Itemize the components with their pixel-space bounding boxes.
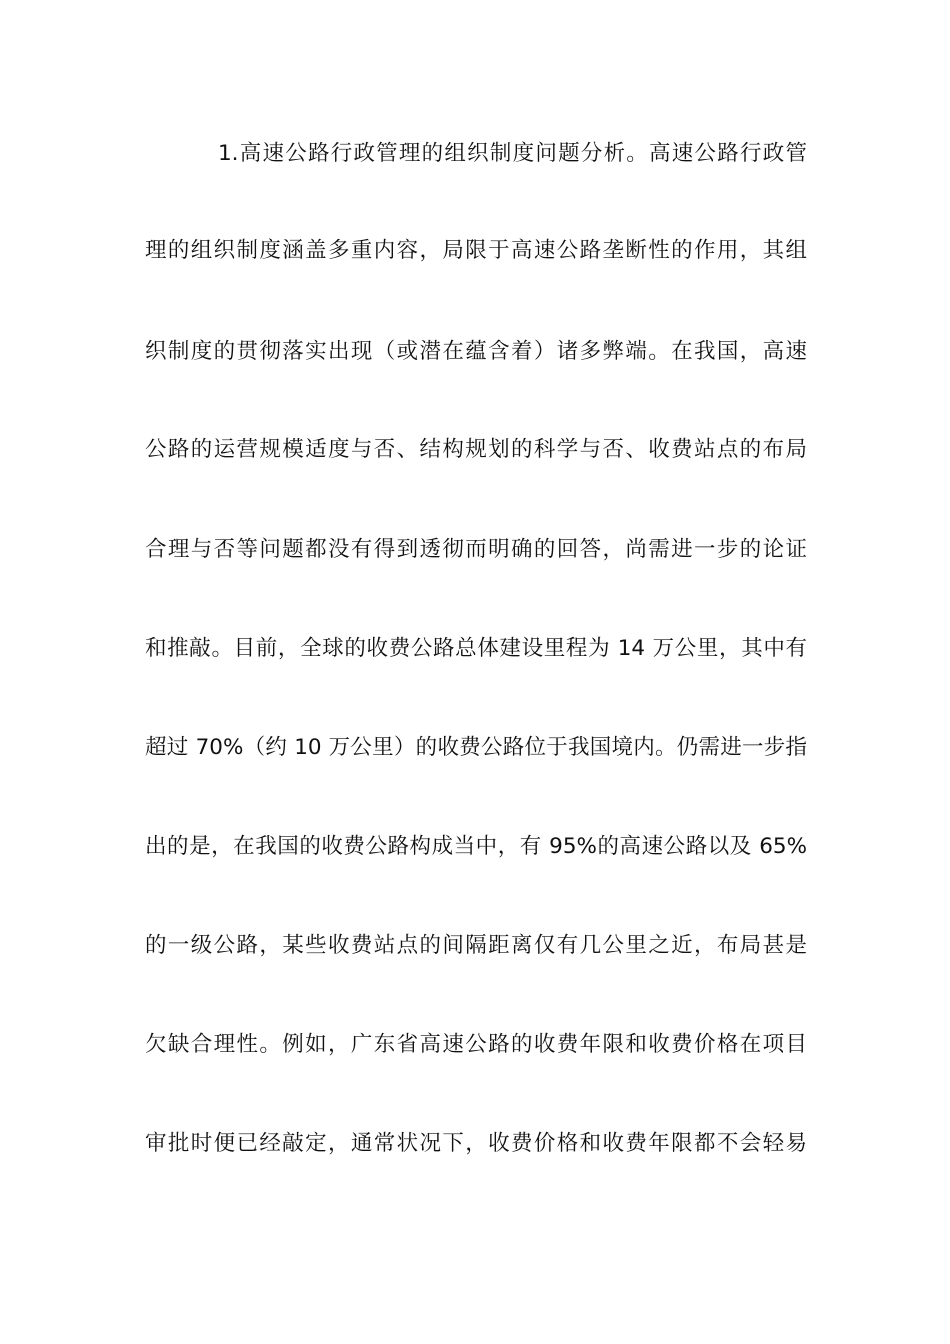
- paragraph-line-1: 1.高速公路行政管理的组织制度问题分析。高速公路行政管: [218, 141, 807, 166]
- paragraph-line-6: 和推敲。目前，全球的收费公路总体建设里程为 14 万公里，其中有: [145, 636, 807, 661]
- paragraph-line-10: 欠缺合理性。例如，广东省高速公路的收费年限和收费价格在项目: [145, 1032, 807, 1057]
- paragraph-line-2: 理的组织制度涵盖多重内容，局限于高速公路垄断性的作用，其组: [145, 238, 807, 263]
- paragraph-line-5: 合理与否等问题都没有得到透彻而明确的回答，尚需进一步的论证: [145, 537, 807, 562]
- paragraph-line-8: 出的是，在我国的收费公路构成当中，有 95%的高速公路以及 65%: [145, 834, 807, 859]
- paragraph-line-7: 超过 70%（约 10 万公里）的收费公路位于我国境内。仍需进一步指: [145, 735, 807, 760]
- paragraph-line-11: 审批时便已经敲定，通常状况下，收费价格和收费年限都不会轻易: [145, 1131, 807, 1156]
- paragraph-line-4: 公路的运营规模适度与否、结构规划的科学与否、收费站点的布局: [145, 437, 807, 462]
- paragraph-line-3: 织制度的贯彻落实出现（或潜在蕴含着）诸多弊端。在我国，高速: [145, 339, 807, 364]
- paragraph-line-9: 的一级公路，某些收费站点的间隔距离仅有几公里之近，布局甚是: [145, 933, 807, 958]
